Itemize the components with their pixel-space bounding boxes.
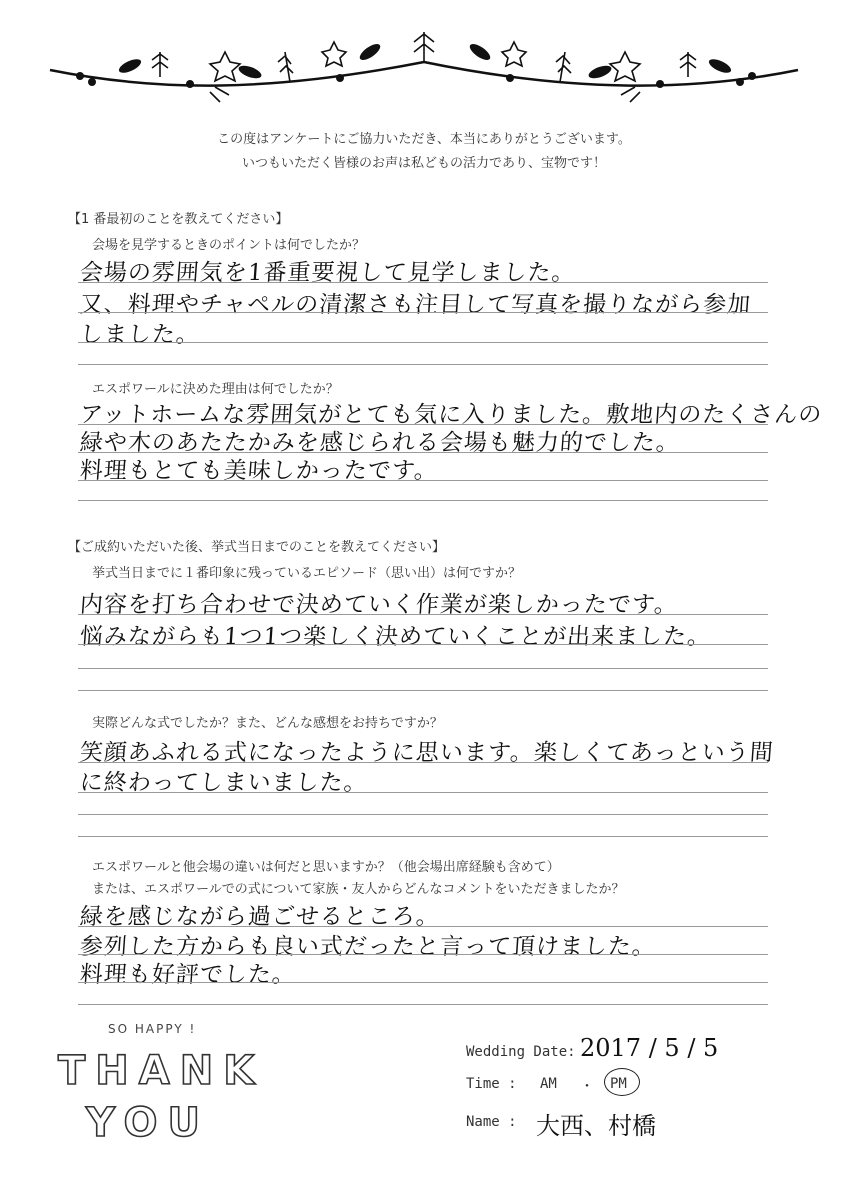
answer-2-line-2: 緑や木のあたたかみを感じられる会場も魅力的でした。: [78, 430, 681, 456]
answer-rule: [78, 954, 768, 955]
intro-line-2: いつもいただく皆様のお声は私どもの活力であり、宝物です！: [241, 156, 606, 171]
answer-rule: [78, 424, 768, 425]
name-value: 大西、村橋: [536, 1112, 656, 1140]
pm-circle-mark: [604, 1068, 640, 1096]
answer-rule: [78, 1004, 768, 1005]
answer-rule: [78, 814, 768, 815]
answer-rule: [78, 644, 768, 645]
answer-rule: [78, 792, 768, 793]
answer-3-line-2: 悩みながらも1つ1つ楽しく決めていくことが出来ました。: [78, 624, 713, 650]
answer-rule: [78, 364, 768, 365]
question-1: 会場を見学するときのポイントは何でしたか？: [92, 238, 366, 253]
answer-rule: [78, 614, 768, 615]
answer-4-line-2: に終わってしまいました。: [78, 770, 369, 796]
answer-5-line-2: 参列した方からも良い式だったと言って頂けました。: [78, 934, 657, 960]
answer-2-line-3: 料理もとても美味しかったです。: [78, 458, 439, 484]
answer-1-line-1: 会場の雰囲気を1番重要視して見学しました。: [78, 260, 577, 286]
name-label: Name :: [466, 1114, 517, 1130]
answer-rule: [78, 762, 768, 763]
answer-rule: [78, 690, 768, 691]
answer-rule: [78, 926, 768, 927]
answer-3-line-1: 内容を打ち合わせで決めていく作業が楽しかったです。: [78, 592, 679, 618]
answer-rule: [78, 282, 768, 283]
answer-rule: [78, 342, 768, 343]
wedding-date-value: 2017 / 5 / 5: [580, 1034, 719, 1062]
question-5: エスポワールと他会場の違いは何だと思いますか？（他会場出席経験も含めて）: [92, 860, 560, 875]
answer-1-line-3: しました。: [78, 322, 201, 348]
time-separator: ・: [580, 1079, 594, 1095]
answer-rule: [78, 668, 768, 669]
time-label: Time :: [466, 1076, 517, 1092]
section-title-before-wedding: 【ご成約いただいた後、挙式当日までのことを教えてください】: [68, 540, 446, 555]
time-pm: PM: [610, 1076, 627, 1092]
floral-garland-illustration: [40, 22, 808, 112]
answer-2-line-1: アットホームな雰囲気がとても気に入りました。敷地内のたくさんの: [78, 402, 824, 428]
you-text: YOU: [86, 1100, 211, 1146]
answer-rule: [78, 480, 768, 481]
answer-5-line-3: 料理も好評でした。: [78, 962, 297, 988]
question-4: 実際どんな式でしたか？また、どんな感想をお持ちですか？: [92, 716, 443, 731]
answer-1-line-2: 又、料理やチャペルの清潔さも注目して写真を撮りながら参加: [78, 292, 753, 318]
section-title-first: 【1 番最初のことを教えてください】: [68, 212, 289, 227]
wedding-date-label: Wedding Date:: [466, 1044, 576, 1060]
answer-rule: [78, 312, 768, 313]
question-5-sub: または、エスポワールでの式について家族・友人からどんなコメントをいただきましたか？: [92, 882, 625, 897]
answer-4-line-1: 笑顔あふれる式になったように思います。楽しくてあっという間: [78, 740, 775, 766]
answer-rule: [78, 452, 768, 453]
answer-5-line-1: 緑を感じながら過ごせるところ。: [78, 904, 441, 930]
question-2: エスポワールに決めた理由は何でしたか？: [92, 382, 339, 397]
intro-line-1: この度はアンケートにご協力いただき、本当にありがとうございます。: [217, 132, 631, 147]
time-am: AM: [540, 1076, 557, 1092]
answer-rule: [78, 500, 768, 501]
thank-text: THANK: [58, 1048, 265, 1094]
answer-rule: [78, 836, 768, 837]
so-happy-text: SO HAPPY !: [108, 1022, 197, 1036]
answer-rule: [78, 982, 768, 983]
question-3: 挙式当日までに１番印象に残っているエピソード（思い出）は何ですか？: [92, 566, 522, 581]
